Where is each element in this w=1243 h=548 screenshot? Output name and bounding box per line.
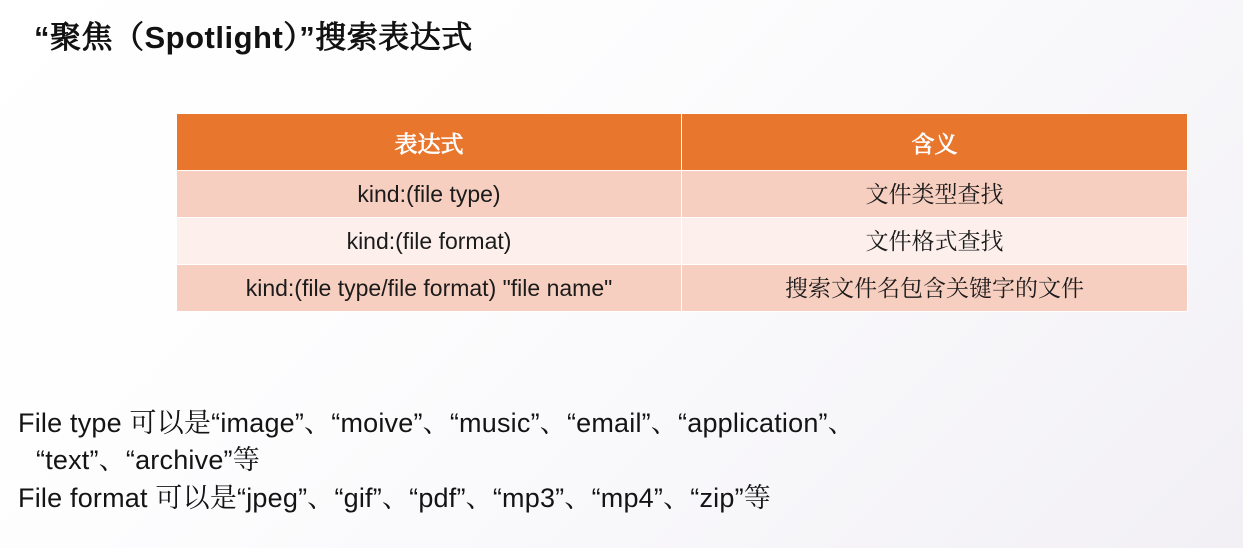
table-body [177,171,1188,312]
table-row [177,265,1188,312]
cell-meaning: 文件类型查找 [682,171,1188,218]
page-title: “聚焦（Spotlight）”搜索表达式 [34,20,473,55]
table-header [177,114,1188,171]
note-line-file-type: File type 可以是“image”、“moive”、“music”、“email”、“application”、 [18,408,855,438]
table-header-row [177,114,1188,171]
cell-meaning: 搜索文件名包含关键字的文件 [682,265,1188,312]
table-row [177,218,1188,265]
cell-expression: kind:(file format) [177,218,682,265]
cell-expression: kind:(file type) [177,171,682,218]
expression-table [176,113,1188,312]
expression-table-container [176,113,1187,312]
table-row [177,171,1188,218]
cell-expression: kind:(file type/file format) "file name" [177,265,682,312]
note-line-file-format: File format 可以是“jpeg”、“gif”、“pdf”、“mp3”、“mp4”、“zip”等 [18,482,771,513]
column-header-meaning: 含义 [682,114,1188,171]
cell-meaning: 文件格式查找 [682,218,1188,265]
note-line-file-type-continued: “text”、“archive”等 [36,445,260,476]
notes-block [18,408,1233,514]
column-header-expression: 表达式 [177,114,682,171]
